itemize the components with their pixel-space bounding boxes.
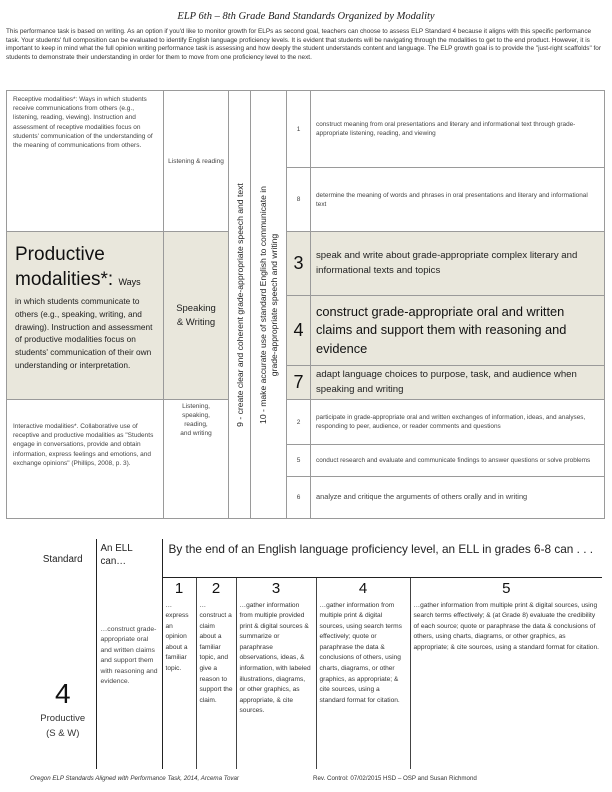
receptive-modes: Listening & reading [164, 91, 229, 232]
level-header: 3 [236, 577, 316, 599]
standard-10-text: 10 - make accurate use of standard English to communicate in grade-appropriate speech and writing [257, 185, 279, 424]
productive-text: in which students communicate to others (e.g., speaking, writing, and drawing). Instruction and assessment of productive modalities focus on students' communication of their own understanding or interpretation. [15, 296, 153, 370]
footer-revision: Rev. Control: 07/02/2015 HSD – OSP and Susan Richmond [313, 775, 477, 782]
progression-table [30, 539, 602, 769]
standard-text: construct meaning from oral presentations and literary and informational text through grade-appropriate listening, reading, and viewing [311, 91, 605, 168]
progression-row [30, 599, 602, 769]
standard-modality: Productive [40, 712, 86, 724]
level-header: 4 [316, 577, 410, 599]
standard-row [7, 232, 605, 296]
standard-text: analyze and critique the arguments of others orally and in writing [311, 477, 605, 519]
standard-number: 2 [287, 400, 311, 445]
standard-number: 6 [287, 477, 311, 519]
standard-text: determine the meaning of words and phrases in oral presentations and literary and informational text [311, 168, 605, 232]
level-2-cell: …construct a claim about a familiar topic, and give a reason to support the claim. [196, 599, 236, 769]
ell-can-cell: …construct grade-appropriate oral and written claims and support them with reasoning and evidence. [96, 599, 162, 769]
level-1-cell: …express an opinion about a familiar topic. [165, 601, 189, 673]
page-title: ELP 6th – 8th Grade Band Standards Organized by Modality [177, 11, 435, 22]
level-4-cell: …gather information from multiple print & digital sources, using search terms effectively; quote or paraphrase the data & conclusions of others, using charts, diagrams, or other graphics, as appropriate; & cite sources, using a standard format for citation. [316, 599, 410, 769]
footer-source: Oregon ELP Standards Aligned with Performance Task, 2014, Arcema Tovar [30, 775, 239, 782]
standard-number: 1 [287, 91, 311, 168]
level-header: 1 [162, 577, 196, 599]
progression-header-row [30, 539, 602, 577]
productive-heading: Productive modalities*: Ways [15, 244, 141, 290]
standard-text: conduct research and evaluate and communicate findings to answer questions or solve problems [311, 445, 605, 477]
standard-number: 3 [287, 232, 311, 296]
receptive-description: Receptive modalities*: Ways in which students receive communications from others (e.g., listening, reading, viewing). Instruction and assessment of receptive modalities focus on students' communication of the understanding of the meaning of communications from others. [7, 91, 164, 232]
productive-description [7, 232, 164, 400]
standard-row [7, 91, 605, 168]
productive-modes: Speaking & Writing [164, 232, 229, 400]
standard-text: construct grade-appropriate oral and written claims and support them with reasoning and evidence [311, 296, 605, 366]
level-3-cell: …gather information from multiple provided print & digital sources & summarize or paraphrase observations, ideas, & information, with labeled illustrations, diagrams, or other graphics, as appropriate, & cite sources. [236, 599, 316, 769]
standard-text: participate in grade-appropriate oral and written exchanges of information, ideas, and analyses, responding to peer, audience, or reader comments and questions [311, 400, 605, 445]
standard-number: 8 [287, 168, 311, 232]
ell-column-header: An ELL can… [96, 539, 162, 599]
modality-table [6, 90, 605, 519]
level-header: 5 [410, 577, 602, 599]
intro-paragraph: This performance task is based on writing. As an option if you'd like to monitor growth for ELPs as second goal, teachers can choose to assess ELP Standard 4 because it aligns with this specific performance task. Your students' full composition can be evaluated to identify English language proficiency levels. It is evident that students will be navigating through the modalities to get to the end product. However, it is important to keep in mind what the full opinion writing performance task is assessing and how deeply the student understands content and language. The ELP growth goal is to provide the "just-right scaffolds" for students to demonstrate their understanding in order for them to move from one proficiency level to the next. [6, 28, 601, 61]
standard-number: 7 [287, 366, 311, 400]
by-end-header: By the end of an English language proficiency level, an ELL in grades 6-8 can . . . [168, 542, 594, 556]
standard-9-label [229, 91, 251, 519]
level-5-cell: …gather information from multiple print & digital sources, using search terms effectively; & (at Grade 8) evaluate the credibility of each source; quote or paraphrase the data & conclusions of others, using charts, diagrams, or other graphics, as appropriate; & cite sources, using a standard format for citation. [410, 599, 602, 769]
standard-number-big: 4 [54, 677, 71, 709]
standard-cell [30, 599, 96, 769]
standard-text: speak and write about grade-appropriate complex literary and informational texts and topics [311, 232, 605, 296]
standard-10-label [251, 91, 287, 519]
interactive-description: Interactive modalities*. Collaborative use of receptive and productive modalities as "Students engage in conversations, provide and obtain information, express feelings and emotions, and exchange opinions" (Phillips, 2008, p. 3). [7, 400, 164, 519]
standard-number: 5 [287, 445, 311, 477]
interactive-modes: Listening, speaking, reading, and writing [164, 400, 229, 519]
standard-modes: (S & W) [46, 727, 80, 739]
standard-text: adapt language choices to purpose, task, and audience when speaking and writing [311, 366, 605, 400]
standard-number: 4 [287, 296, 311, 366]
standard-row [7, 400, 605, 445]
standard-9-text: 9 - create clear and coherent grade-appropriate speech and text [234, 182, 245, 427]
level-header: 2 [196, 577, 236, 599]
standard-column-header: Standard [30, 539, 96, 599]
